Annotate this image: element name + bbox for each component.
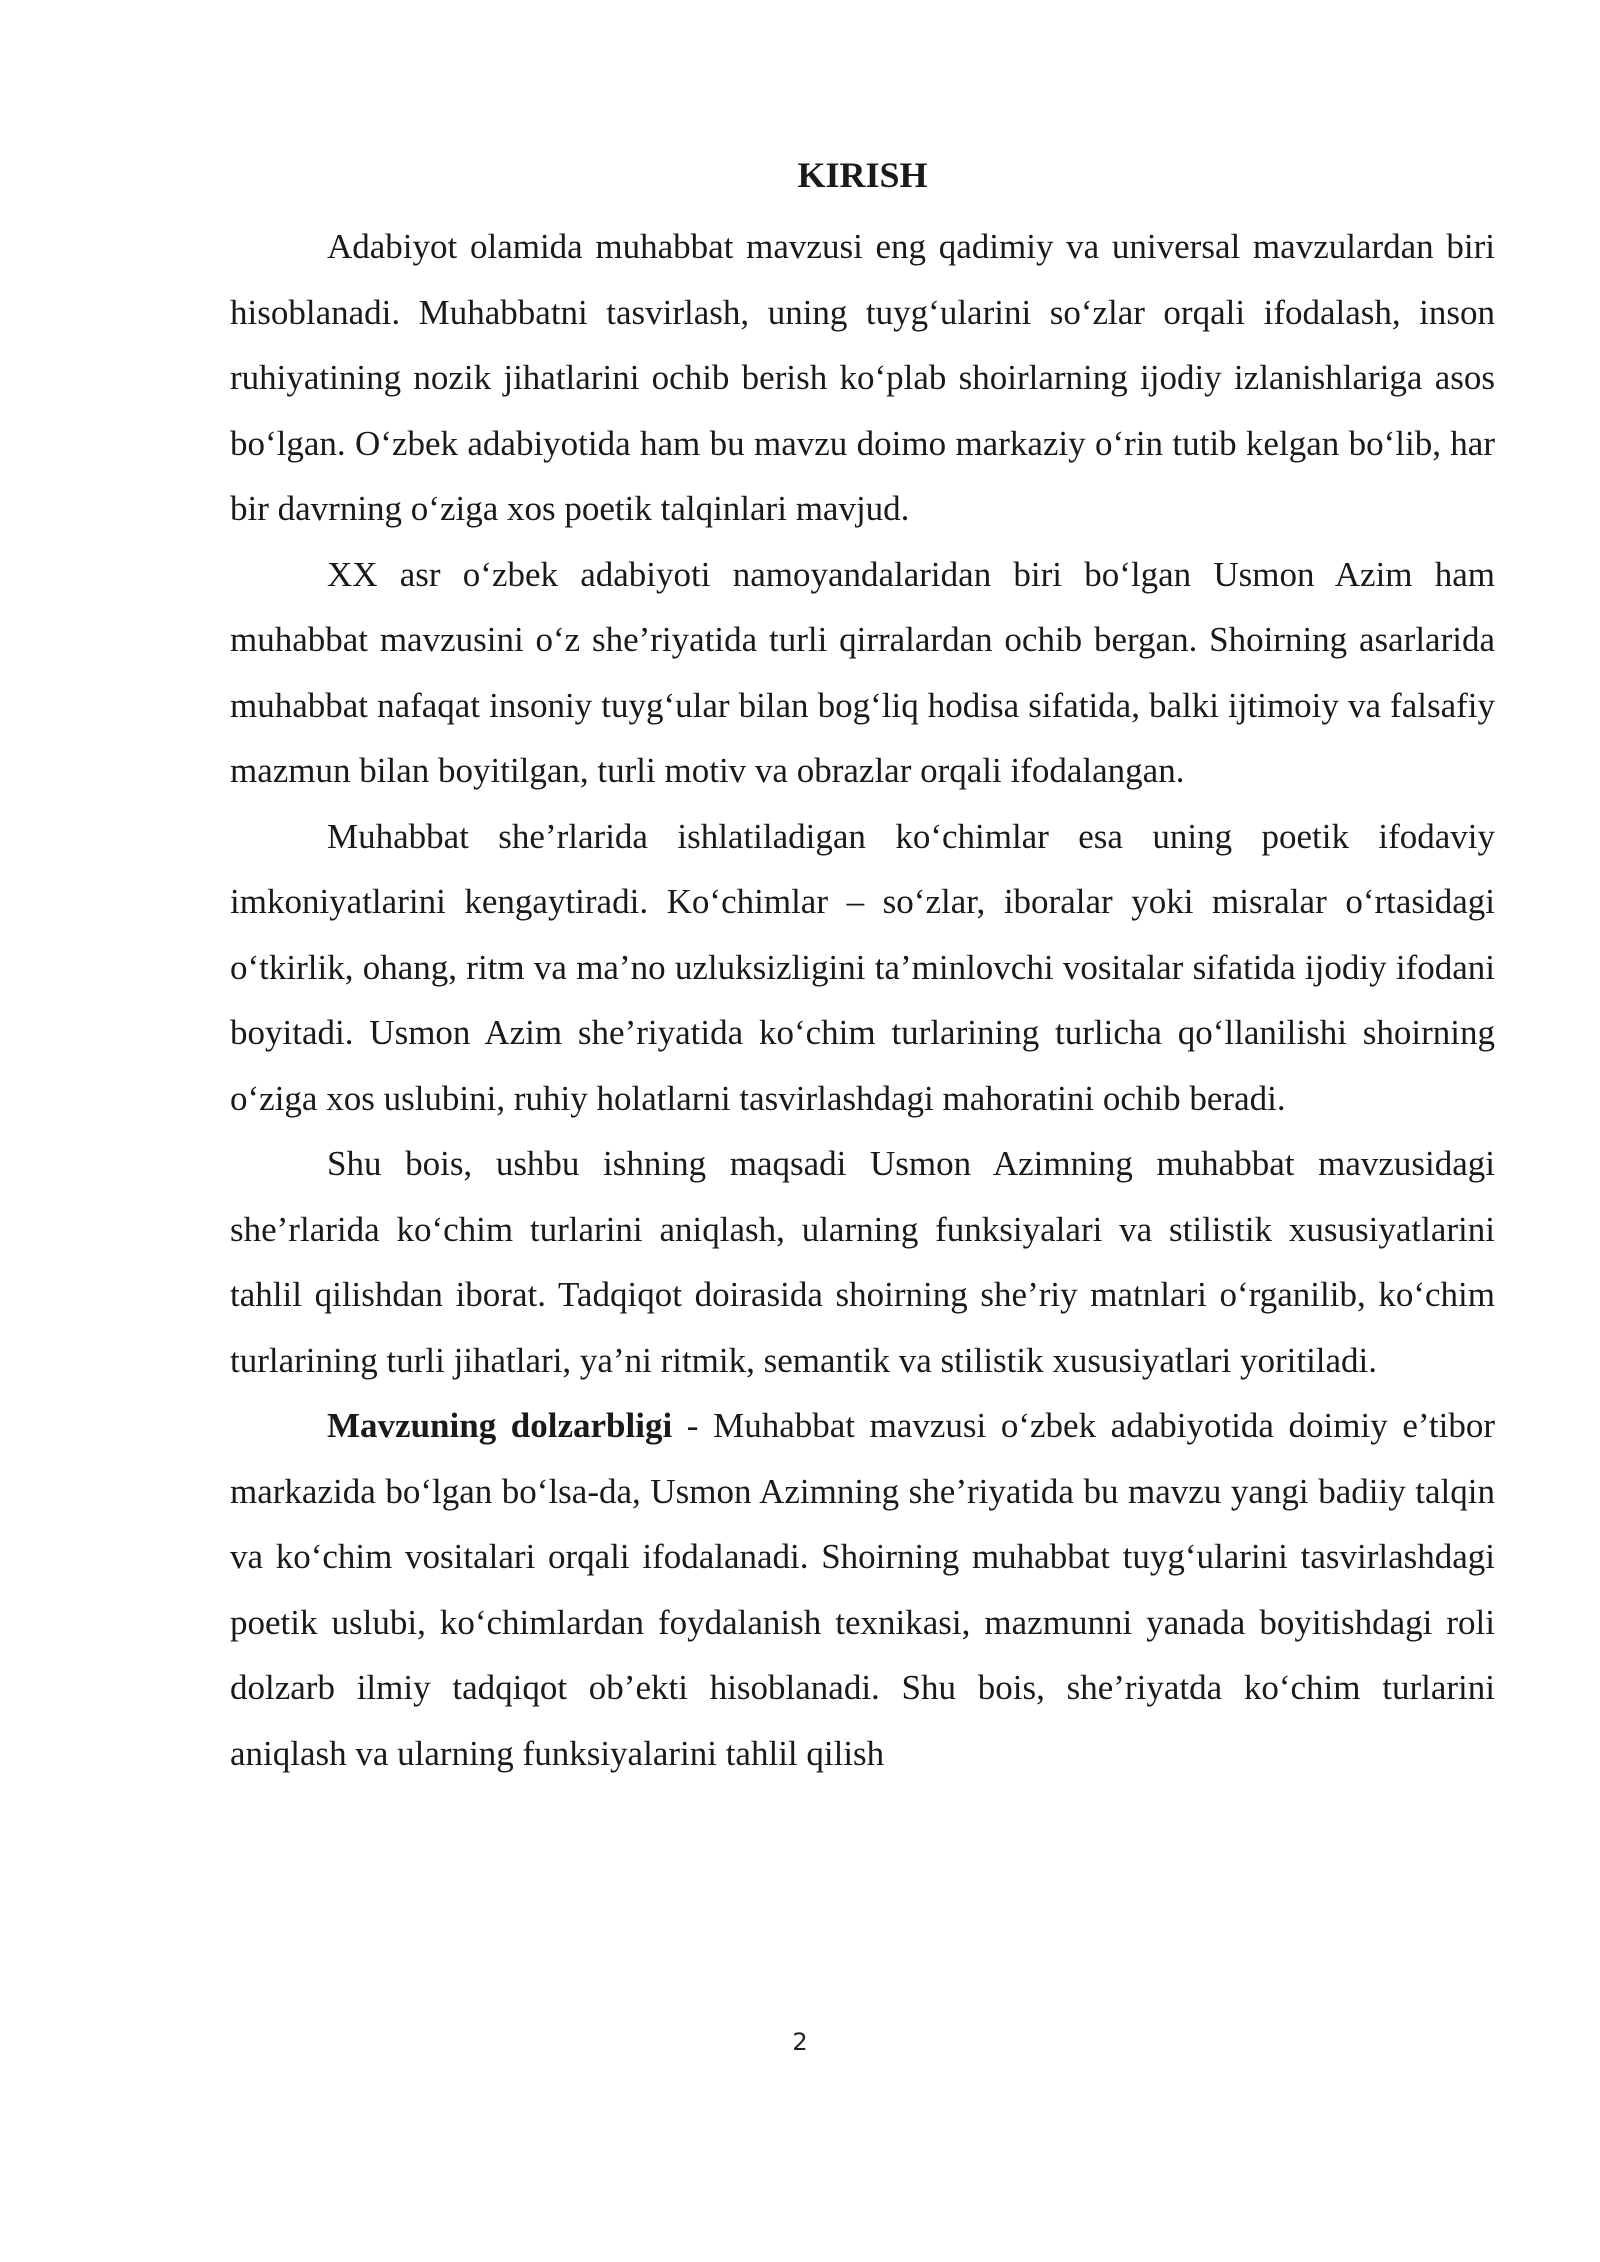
page-number: 2 xyxy=(792,2028,808,2056)
paragraph-kochimlar: Muhabbat she’rlarida ishlatiladigan ko‘chimlar esa uning poetik ifodaviy imkoniyatlarini kengaytiradi. Ko‘chimlar – so‘zlar, iboralar yoki misralar o‘rtasidagi o‘tkirlik, ohang, ritm va ma’no uzluksizligini ta’minlovchi vositalar sifatida ijodiy ifodani boyitadi. Usmon Azim she’riyatida ko‘chim turlarining turlicha qo‘llanilishi shoirning o‘ziga xos uslubini, ruhiy holatlarni tasvirlashdagi mahoratini ochib beradi. xyxy=(230,816,1495,1118)
relevance-text: - Muhabbat mavzusi o‘zbek adabiyotida doimiy e’tibor markazida bo‘lgan bo‘lsa-da, Usmon Azimning she’riyatida bu mavzu yangi badiiy talqin va ko‘chim vositalari orqali ifodalanadi. Shoirning muhabbat tuyg‘ularini tasvirlashdagi poetik uslubi, ko‘chimlardan foydalanish texnikasi, mazmunni yanada boyitishdagi roli dolzarb ilmiy tadqiqot ob’ekti hisoblanadi. Shu bois, she’riyatda ko‘chim turlarini aniqlash va ularning funksiyalarini tahlil qilish xyxy=(230,1406,1495,1773)
document-page xyxy=(230,150,1495,1786)
paragraph-usmon-azim: XX asr o‘zbek adabiyoti namoyandalaridan biri bo‘lgan Usmon Azim ham muhabbat mavzusini o‘z she’riyatida turli qirralardan ochib bergan. Shoirning asarlarida muhabbat nafaqat insoniy tuyg‘ular bilan bog‘liq hodisa sifatida, balki ijtimoiy va falsafiy mazmun bilan boyitilgan, turli motiv va obrazlar orqali ifodalangan. xyxy=(230,554,1495,790)
paragraph-intro: Adabiyot olamida muhabbat mavzusi eng qadimiy va universal mavzulardan biri hisoblanadi. Muhabbatni tasvirlash, uning tuyg‘ularini so‘zlar orqali ifodalash, inson ruhiyatining nozik jihatlarini ochib berish ko‘plab shoirlarning ijodiy izlanishlariga asos bo‘lgan. O‘zbek adabiyotida ham bu mavzu doimo markaziy o‘rin tutib kelgan bo‘lib, har bir davrning o‘ziga xos poetik talqinlari mavjud. xyxy=(230,227,1495,528)
page-title: KIRISH xyxy=(797,155,928,195)
paragraph-relevance xyxy=(230,1393,1495,1786)
paragraph-maqsad: Shu bois, ushbu ishning maqsadi Usmon Azimning muhabbat mavzusidagi she’rlarida ko‘chim turlarini aniqlash, ularning funksiyalari va stilistik xususiyatlarini tahlil qilishdan iborat. Tadqiqot doirasida shoirning she’riy matnlari o‘rganilib, ko‘chim turlarining turli jihatlari, ya’ni ritmik, semantik va stilistik xususiyatlari yoritiladi. xyxy=(230,1144,1495,1380)
relevance-heading: Mavzuning dolzarbligi xyxy=(327,1406,673,1445)
